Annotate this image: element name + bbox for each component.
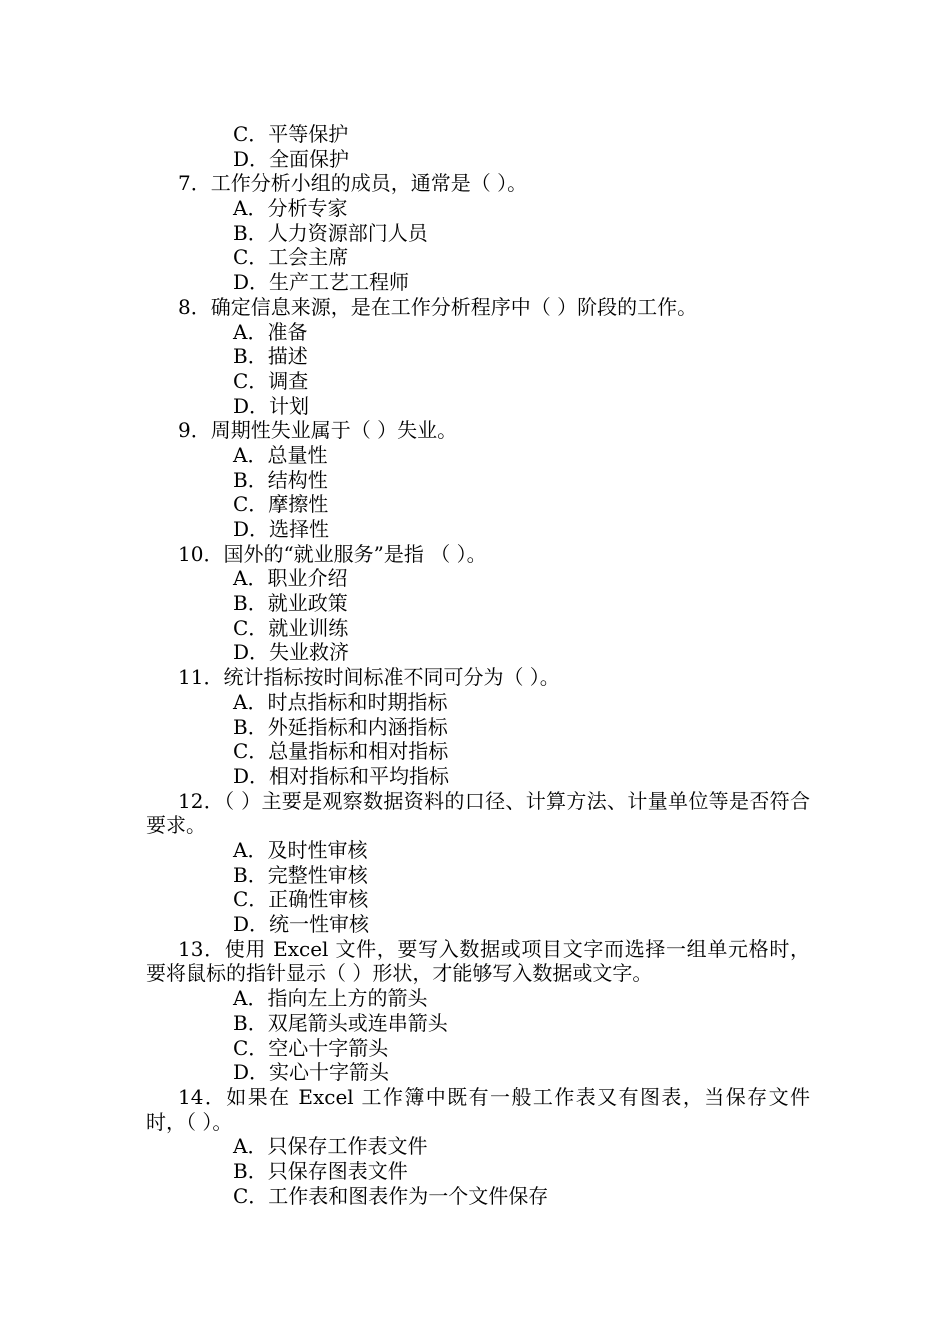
answer-option: A．时点指标和时期指标 [233, 689, 448, 714]
answer-option: A．准备 [233, 319, 308, 344]
answer-option: B．双尾箭头或连串箭头 [233, 1010, 448, 1035]
answer-option: B．人力资源部门人员 [233, 220, 428, 245]
question-text: 13．使用 Excel 文件，要写入数据或项目文字而选择一组单元格时，要将鼠标的指针显示（ ）形状，才能够写入数据或文字。 [146, 936, 810, 986]
answer-option: B．就业政策 [233, 591, 348, 616]
answer-option: C．工作表和图表作为一个文件保存 [233, 1183, 549, 1208]
question-text: 12．（ ）主要是观察数据资料的口径、计算方法、计量单位等是否符合要求。 [146, 788, 810, 838]
answer-option: C．正确性审核 [233, 887, 369, 912]
answer-option: A．职业介绍 [233, 566, 348, 591]
answer-option: B．描述 [233, 344, 308, 369]
answer-option: C．空心十字箭头 [233, 1035, 389, 1060]
question-text: 9．周期性失业属于（ ）失业。 [178, 418, 458, 443]
answer-option: D．选择性 [233, 517, 330, 541]
question-text: 7．工作分析小组的成员，通常是（ ）。 [178, 171, 528, 196]
question-text: 8．确定信息来源，是在工作分析程序中（ ）阶段的工作。 [178, 294, 698, 319]
question-text: 10．国外的“就业服务”是指 （ ）。 [178, 541, 487, 566]
answer-option: B．完整性审核 [233, 862, 368, 887]
answer-option: D．相对指标和平均指标 [233, 763, 450, 788]
question-paragraph [0, 789, 810, 838]
answer-option: A．分析专家 [233, 196, 348, 221]
answer-option: A．指向左上方的箭头 [233, 986, 428, 1011]
answer-option: D．失业救济 [233, 640, 350, 665]
question-text: 11．统计指标按时间标准不同可分为（ ）。 [178, 665, 560, 690]
answer-option: D．统一性审核 [233, 912, 370, 937]
document-page [0, 122, 950, 1208]
answer-option: C．总量指标和相对指标 [233, 739, 449, 764]
answer-option: D．实心十字箭头 [233, 1060, 390, 1085]
answer-option: C．摩擦性 [233, 492, 329, 517]
answer-option: D．全面保护 [233, 146, 350, 171]
answer-option: A．及时性审核 [233, 837, 368, 862]
answer-option: C．平等保护 [233, 122, 349, 146]
answer-option: D．生产工艺工程师 [233, 270, 410, 295]
answer-option: B．结构性 [233, 467, 328, 492]
answer-option: D．计划 [233, 393, 310, 418]
question-text: 14．如果在 Excel 工作簿中既有一般工作表又有图表，当保存文件时，（ ）。 [146, 1084, 810, 1134]
answer-option: C．调查 [233, 368, 309, 393]
question-paragraph [0, 1085, 810, 1134]
answer-option: C．就业训练 [233, 615, 349, 640]
answer-option: B．外延指标和内涵指标 [233, 714, 448, 739]
question-paragraph [0, 937, 810, 986]
answer-option: A．只保存工作表文件 [233, 1134, 428, 1159]
answer-option: A．总量性 [233, 442, 328, 467]
answer-option: B．只保存图表文件 [233, 1158, 408, 1183]
answer-option: C．工会主席 [233, 245, 349, 270]
